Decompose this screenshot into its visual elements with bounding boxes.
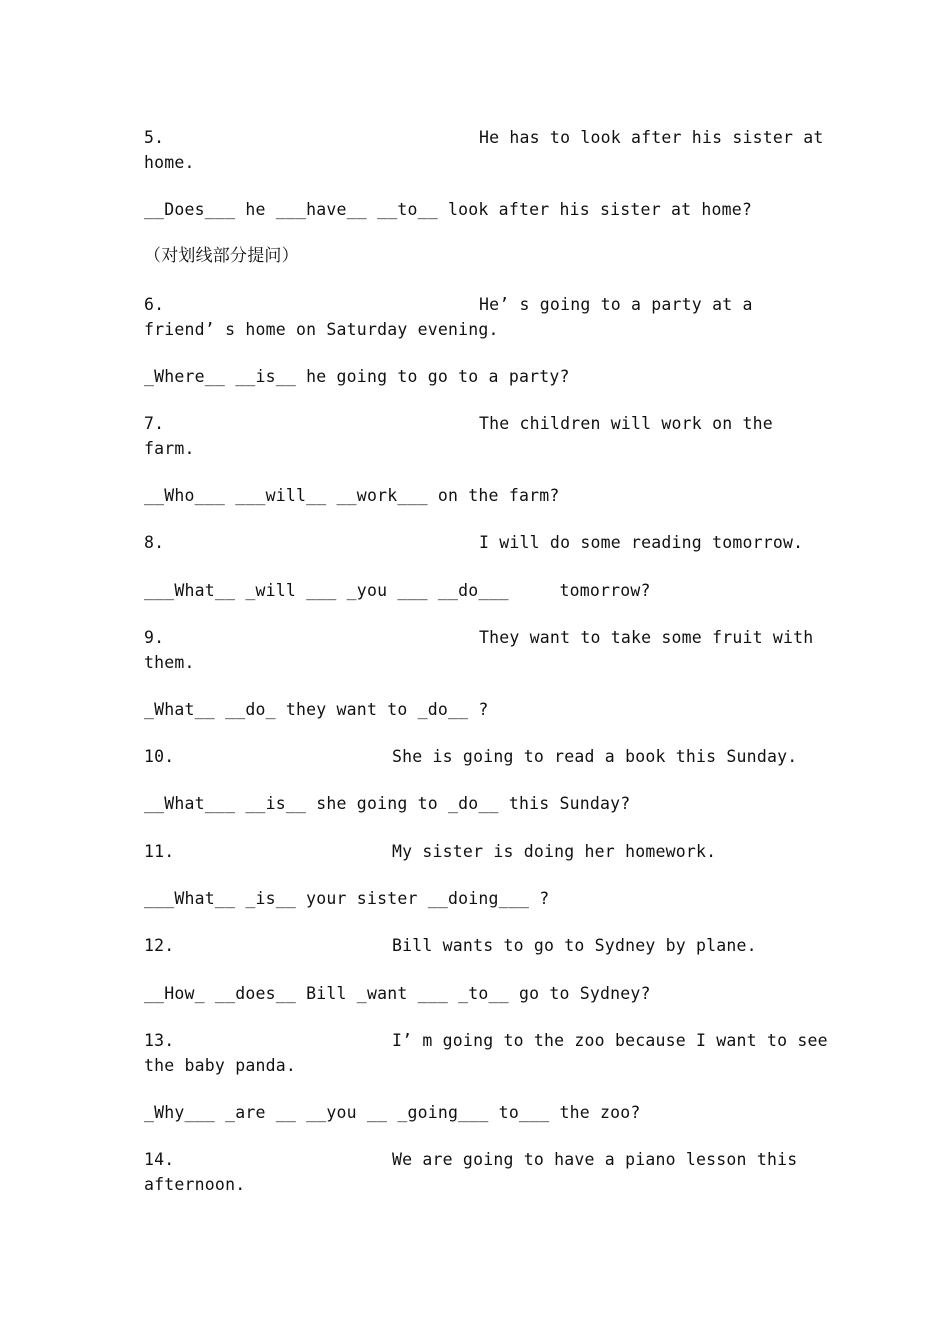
instruction-text: （对划线部分提问）	[144, 246, 299, 266]
question-sentence-continued: friend’ s home on Saturday evening.	[144, 320, 499, 339]
question-number: 14.	[144, 1150, 175, 1169]
answer-9: _What__ __do_ they want to _do__ ?	[144, 700, 489, 719]
question-13	[144, 1028, 828, 1153]
question-6	[144, 292, 814, 417]
question-sentence: My sister is doing her homework.	[392, 842, 717, 861]
question-sentence: The children will work on the	[479, 414, 773, 433]
question-sentence: He’ s going to a party at a	[479, 295, 753, 314]
question-number: 8.	[144, 533, 165, 552]
question-9	[144, 625, 814, 750]
question-sentence: I’ m going to the zoo because I want to see	[392, 1031, 828, 1050]
answer-7: __Who___ ___will__ __work___ on the farm?	[144, 486, 560, 505]
question-7	[144, 411, 814, 536]
answer-10: __What___ __is__ she going to _do__ this Sunday?	[144, 794, 631, 813]
answer-12: __How_ __does__ Bill _want ___ _to__ go to Sydney?	[144, 984, 651, 1003]
answer-11: ___What__ _is__ your sister __doing___ ?	[144, 889, 550, 908]
question-sentence: They want to take some fruit with	[479, 628, 814, 647]
question-5	[144, 125, 824, 250]
question-sentence-continued: farm.	[144, 439, 195, 458]
question-number: 9.	[144, 628, 165, 647]
question-number: 11.	[144, 842, 175, 861]
question-number: 7.	[144, 414, 165, 433]
question-sentence: Bill wants to go to Sydney by plane.	[392, 936, 757, 955]
question-sentence-continued: the baby panda.	[144, 1056, 297, 1075]
question-number: 5.	[144, 128, 165, 147]
question-sentence: She is going to read a book this Sunday.	[392, 747, 798, 766]
question-sentence-continued: afternoon.	[144, 1175, 246, 1194]
question-number: 12.	[144, 936, 175, 955]
answer-5: __Does___ he ___have__ __to__ look after his sister at home?	[144, 200, 753, 219]
question-sentence: I will do some reading tomorrow.	[479, 533, 804, 552]
question-number: 13.	[144, 1031, 175, 1050]
question-14	[144, 1147, 814, 1272]
answer-6: _Where__ __is__ he going to go to a party?	[144, 367, 570, 386]
answer-13: _Why___ _are __ __you __ _going___ to___ the zoo?	[144, 1103, 641, 1122]
question-number: 10.	[144, 747, 175, 766]
question-sentence: We are going to have a piano lesson this	[392, 1150, 798, 1169]
answer-8: ___What__ _will ___ _you ___ __do___ tomorrow?	[144, 581, 651, 600]
question-sentence-continued: them.	[144, 653, 195, 672]
question-number: 6.	[144, 295, 165, 314]
question-sentence-continued: home.	[144, 153, 195, 172]
question-sentence: He has to look after his sister at	[479, 128, 824, 147]
